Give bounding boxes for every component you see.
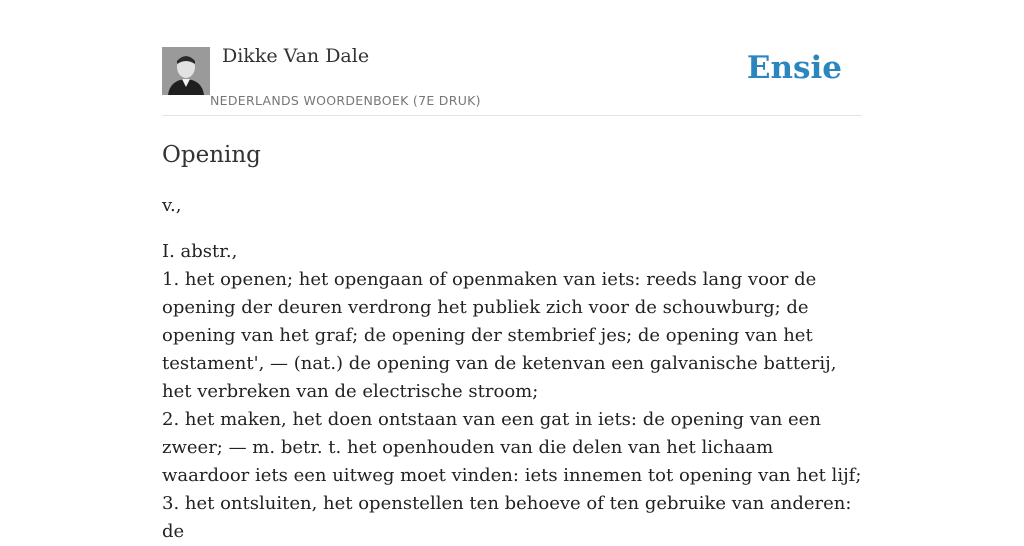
entry-definition: 1. het openen; het opengaan of openmaken van iets: reeds lang voor de opening der deuren verdrong het publiek zich voor de schouwburg; de opening van het graf; de opening der stembrief jes; de opening van het testament', — (nat.) de opening van de ketenvan een galvanische batterij, het verbreken van de electrische stroom; [162, 269, 837, 402]
source-header [162, 0, 862, 116]
entry-definition: 2. het maken, het doen ontstaan van een gat in iets: de opening van een zweer; — m. betr. t. het openhouden van die delen van het lichaam waardoor iets een uitweg moet vinden: iets innemen tot opening van het lijf; [162, 409, 862, 486]
portrait-icon [162, 47, 210, 95]
entry-body [162, 238, 862, 546]
source-subtitle: NEDERLANDS WOORDENBOEK (7E DRUK) [210, 93, 481, 108]
author-avatar[interactable] [162, 47, 210, 95]
entry-section: I. abstr., [162, 241, 238, 262]
entry-title: Opening [162, 142, 261, 168]
entry-part-of-speech: v., [162, 195, 182, 216]
entry-definition: 3. het ontsluiten, het openstellen ten behoeve of ten gebruike van anderen: de [162, 493, 852, 542]
source-title-link[interactable]: Dikke Van Dale [222, 45, 370, 67]
brand-logo-link[interactable]: Ensie [746, 50, 842, 86]
content-container [162, 0, 862, 546]
